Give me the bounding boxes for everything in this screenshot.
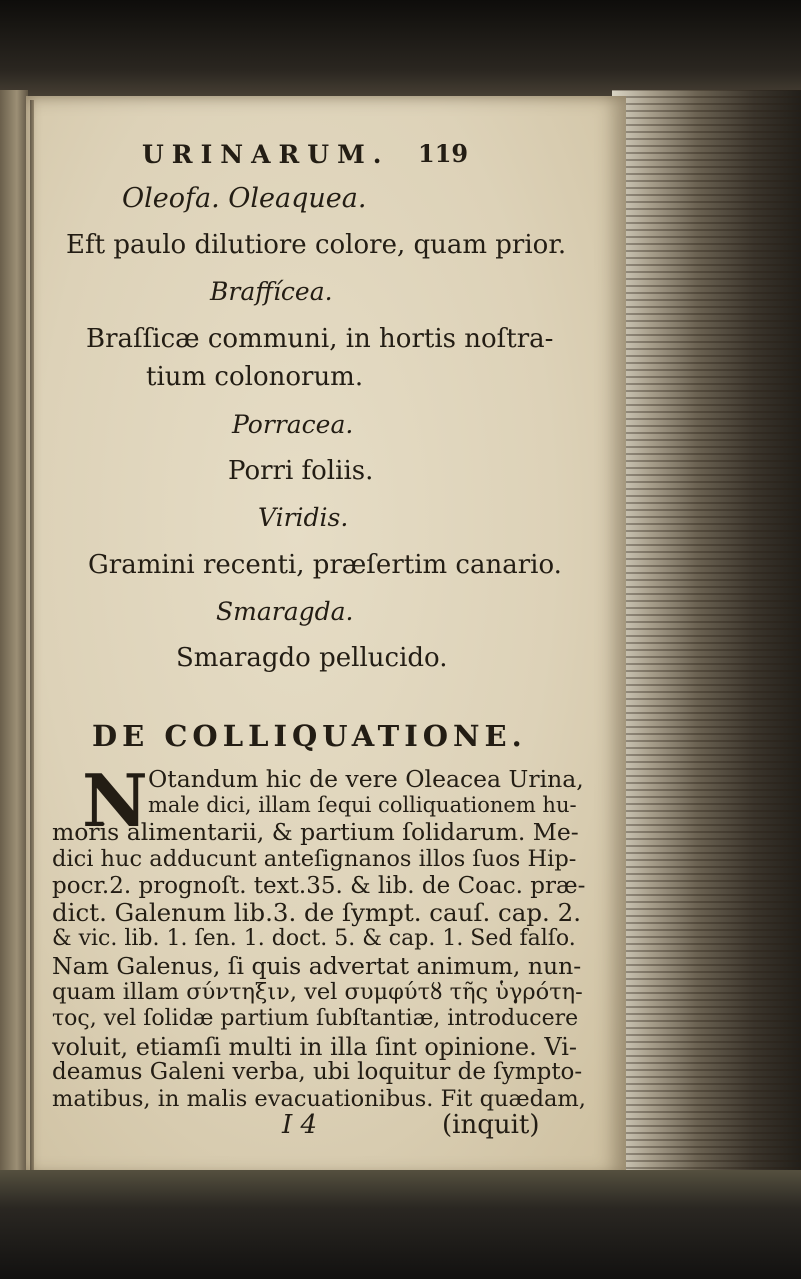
section-heading: DE COLLIQUATIONE.: [92, 719, 527, 753]
entry-heading: Viridis.: [258, 503, 349, 532]
scan-bottom-shadow: [0, 1170, 801, 1279]
body-line: matibus, in malis evacuationibus. Fit quædam,: [52, 1086, 586, 1112]
entry-heading: Braffícea.: [210, 277, 333, 306]
page-number: 119: [418, 139, 469, 168]
body-line: dici huc adducunt anteſignanos illos ſuos Hip-: [52, 846, 577, 872]
entry-text: Gramini recenti, præſertim canario.: [88, 550, 562, 580]
entry-text: Porri foliis.: [228, 456, 374, 486]
body-line: male dici, illam ſequi colliquationem hu-: [148, 793, 577, 817]
page-stack-edge: [612, 90, 801, 1190]
body-line: τος, vel ſolidæ partium ſubſtantiæ, introducere: [52, 1006, 579, 1031]
catchword: (inquit): [442, 1110, 540, 1140]
body-line: deamus Galeni verba, ubi loquitur de ſympto-: [52, 1059, 583, 1085]
body-line: Otandum hic de vere Oleacea Urina,: [148, 765, 584, 793]
entry-text: Braſſicæ communi, in hortis noſtra-: [86, 324, 554, 354]
entry-heading: Oleofa. Oleaquea.: [122, 183, 367, 214]
body-line: pocr.2. prognoſt. text.35. & lib. de Coac. præ-: [52, 873, 586, 899]
running-head: URINARUM.: [142, 140, 390, 169]
body-line: dict. Galenum lib.3. de ſympt. cauſ. cap. 2.: [52, 898, 581, 927]
entry-heading: Smaragda.: [216, 597, 354, 626]
scan-top-shadow: [0, 0, 801, 100]
entry-heading: Porracea.: [232, 410, 354, 439]
entry-text: tium colonorum.: [146, 362, 364, 392]
body-line: moris alimentarii, & partium ſolidarum. Me-: [52, 818, 579, 846]
body-line: & vic. lib. 1. ſen. 1. doct. 5. & cap. 1. Sed falſo.: [52, 926, 576, 951]
gutter-line: [30, 100, 34, 1180]
facing-page-edge: [0, 90, 28, 1190]
body-line: Nam Galenus, ſi quis advertat animum, nun-: [52, 952, 582, 980]
entry-text: Smaragdo pellucido.: [176, 643, 448, 673]
body-line: quam illam σύντηξιν, vel συμφύτȣ τῆς ὑγρότη-: [52, 979, 583, 1005]
body-line: voluit, etiamſi multi in illa ſint opinione. Vi-: [52, 1033, 578, 1061]
signature-mark: I 4: [282, 1110, 318, 1140]
drop-cap: N: [82, 758, 148, 843]
entry-text: Eft paulo dilutiore colore, quam prior.: [66, 230, 567, 260]
